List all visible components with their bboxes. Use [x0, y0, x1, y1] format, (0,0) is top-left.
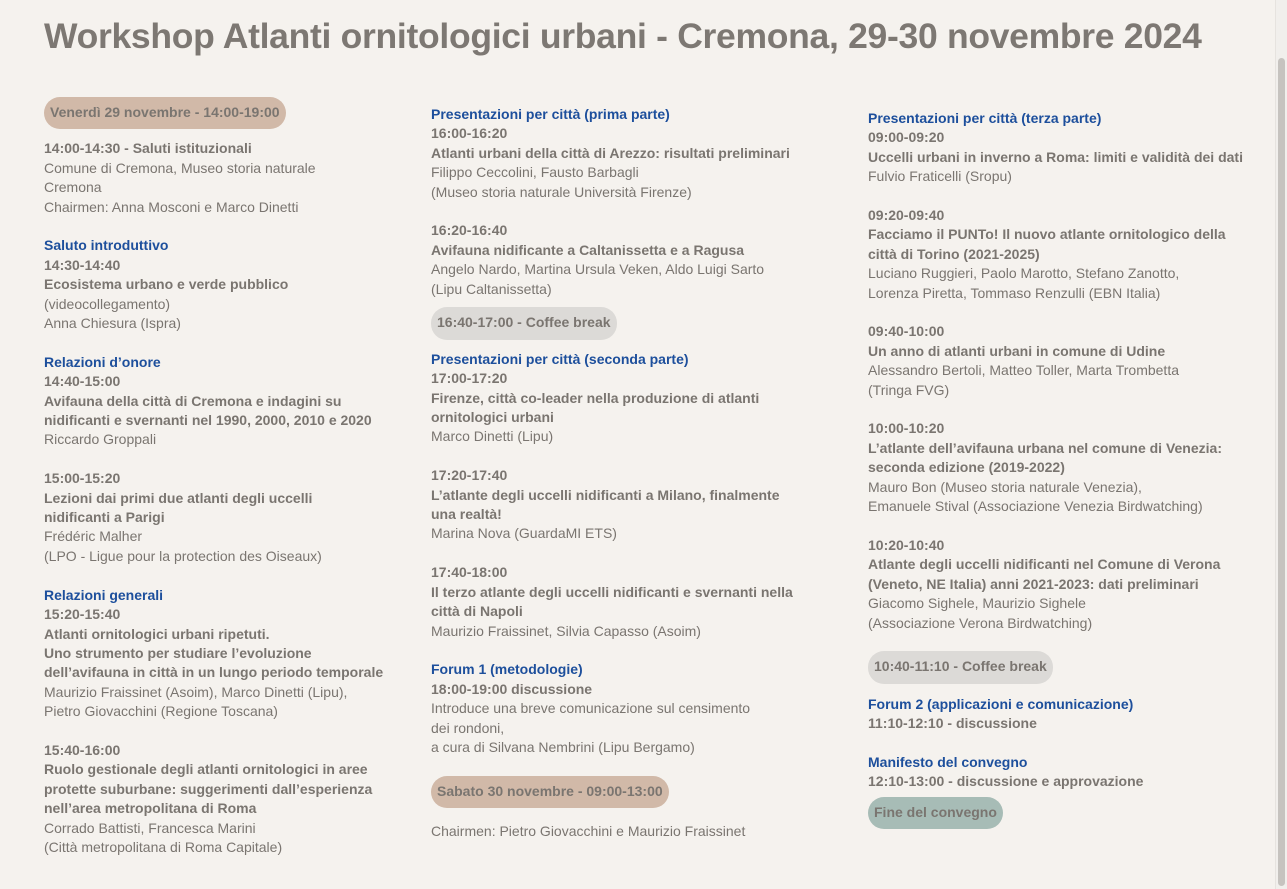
session-time: 15:00-15:20: [44, 470, 121, 487]
session-time: 14:40-15:00: [44, 373, 121, 390]
speaker: Luciano Ruggieri, Paolo Marotto, Stefano Zanotto,: [868, 265, 1180, 282]
speaker: Giacomo Sighele, Maurizio Sighele: [868, 595, 1086, 612]
session-block: [431, 221, 793, 299]
session-detail: dei rondoni,: [431, 719, 505, 736]
speaker: Mauro Bon (Museo storia naturale Venezia),: [868, 478, 1142, 495]
session-block: [44, 236, 383, 333]
speaker: Alessandro Bertoli, Matteo Toller, Marta Trombetta: [868, 362, 1179, 379]
session-block: [431, 350, 793, 447]
speaker: Corrado Battisti, Francesca Marini: [44, 819, 256, 836]
session-detail: Introduce una breve comunicazione sul censimento: [431, 700, 751, 717]
session-block: [431, 105, 793, 202]
speaker: Pietro Giovacchini (Regione Toscana): [44, 703, 278, 720]
session-chairmen: Chairmen: Anna Mosconi e Marco Dinetti: [44, 198, 299, 215]
section-heading: Presentazioni per città (seconda parte): [431, 350, 689, 367]
talk-title: città di Napoli: [431, 603, 523, 620]
speaker-affiliation: (Museo storia naturale Università Firenze): [431, 183, 692, 200]
speaker: Emanuele Stival (Associazione Venezia Birdwatching): [868, 498, 1203, 515]
speaker: Riccardo Groppali: [44, 431, 157, 448]
speaker: Marina Nova (GuardaMI ETS): [431, 525, 617, 542]
section-heading: Forum 2 (applicazioni e comunicazione): [868, 695, 1134, 712]
talk-title: Ruolo gestionale degli atlanti ornitologici in aree: [44, 761, 368, 778]
talk-title: Ecosistema urbano e verde pubblico: [44, 276, 289, 293]
session-time: 10:00-10:20: [868, 420, 945, 437]
session-time: 12:10-13:00 - discussione e approvazione: [868, 773, 1144, 790]
talk-title: Avifauna nidificante a Caltanissetta e a Ragusa: [431, 241, 745, 258]
session-block: [44, 469, 383, 566]
section-heading: Relazioni d’onore: [44, 353, 161, 370]
session-chairmen: Chairmen: Pietro Giovacchini e Maurizio Fraissinet: [431, 823, 746, 840]
talk-title: Firenze, città co-leader nella produzione di atlanti: [431, 389, 760, 406]
session-time: 09:00-09:20: [868, 129, 945, 146]
session-time: 10:20-10:40: [868, 536, 945, 553]
section-heading: Relazioni generali: [44, 586, 164, 603]
session-detail: Comune di Cremona, Museo storia naturale: [44, 159, 316, 176]
speaker: Angelo Nardo, Martina Ursula Veken, Aldo Luigi Sarto: [431, 261, 765, 278]
speaker: Anna Chiesura (Ispra): [44, 315, 181, 332]
talk-title: Atlanti urbani della città di Arezzo: risultati preliminari: [431, 144, 790, 161]
section-heading: Forum 1 (metodologie): [431, 661, 583, 678]
talk-title: città di Torino (2021-2025): [868, 245, 1040, 262]
session-block: [868, 753, 1243, 792]
session-block: [44, 353, 383, 450]
talk-title: Un anno di atlanti urbani in comune di Udine: [868, 342, 1166, 359]
speaker: Fulvio Fraticelli (Sropu): [868, 168, 1012, 185]
speaker-affiliation: (LPO - Ligue pour la protection des Oiseaux): [44, 547, 322, 564]
session-time: 09:20-09:40: [868, 207, 945, 224]
session-time: 18:00-19:00 discussione: [431, 680, 593, 697]
talk-title: Uccelli urbani in inverno a Roma: limiti e validità dei dati: [868, 148, 1243, 165]
speaker: a cura di Silvana Nembrini (Lipu Bergamo): [431, 738, 695, 755]
talk-title: Atlanti ornitologici urbani ripetuti.: [44, 625, 270, 642]
speaker-affiliation: (Tringa FVG): [868, 381, 950, 398]
talk-title: (Veneto, NE Italia) anni 2021-2023: dati preliminari: [868, 575, 1199, 592]
session-time: 17:00-17:20: [431, 370, 508, 387]
session-block: [868, 536, 1243, 633]
page-title: Workshop Atlanti ornitologici urbani - Cremona, 29-30 novembre 2024: [44, 16, 1202, 56]
talk-title: seconda edizione (2019-2022): [868, 459, 1065, 476]
session-block: [868, 322, 1243, 400]
session-block: [431, 660, 793, 757]
talk-title: dell’avifauna in città in un lungo periodo temporale: [44, 664, 384, 681]
session-detail: Cremona: [44, 179, 102, 196]
speaker: Maurizio Fraissinet, Silvia Capasso (Asoim): [431, 622, 701, 639]
session-time: 15:40-16:00: [44, 741, 121, 758]
talk-title: Il terzo atlante degli uccelli nidificanti e svernanti nella: [431, 583, 793, 600]
talk-title: L’atlante dell’avifauna urbana nel comune di Venezia:: [868, 439, 1222, 456]
end-pill: Fine del convegno: [868, 797, 1003, 829]
session-time: 14:30-14:40: [44, 256, 121, 273]
talk-title: ornitologici urbani: [431, 409, 554, 426]
session-time: 17:40-18:00: [431, 564, 508, 581]
column-friday-afternoon: [431, 105, 793, 842]
vertical-scrollbar[interactable]: [1275, 0, 1287, 889]
speaker: Frédéric Malher: [44, 528, 143, 545]
section-heading: Presentazioni per città (terza parte): [868, 110, 1102, 126]
session-block: [868, 695, 1243, 734]
session-block: [44, 586, 383, 722]
column-saturday: [868, 109, 1243, 829]
talk-title: Facciamo il PUNTo! Il nuovo atlante ornitologico della: [868, 226, 1226, 243]
session-time: 16:00-16:20: [431, 125, 508, 142]
session-time: 16:20-16:40: [431, 222, 508, 239]
coffee-break-pill: 16:40-17:00 - Coffee break: [431, 307, 617, 339]
coffee-break-pill: 10:40-11:10 - Coffee break: [868, 651, 1053, 683]
speaker: Filippo Ceccolini, Fausto Barbagli: [431, 164, 639, 181]
day-pill-friday: Venerdì 29 novembre - 14:00-19:00: [44, 97, 286, 129]
speaker-affiliation: (Associazione Verona Birdwatching): [868, 614, 1093, 631]
talk-title: Uno strumento per studiare l’evoluzione: [44, 644, 312, 661]
session-block: [431, 466, 793, 544]
talk-title: una realtà!: [431, 506, 502, 523]
session-block: [44, 139, 383, 217]
section-heading: Presentazioni per città (prima parte): [431, 106, 670, 122]
session-time: 11:10-12:10 - discussione: [868, 715, 1037, 732]
session-time: 15:20-15:40: [44, 606, 121, 623]
section-heading: Saluto introduttivo: [44, 237, 169, 254]
session-detail: (videocollegamento): [44, 295, 171, 312]
session-block: [868, 419, 1243, 516]
talk-title: nidificanti a Parigi: [44, 509, 165, 526]
session-time: 17:20-17:40: [431, 467, 508, 484]
speaker: Marco Dinetti (Lipu): [431, 428, 554, 445]
talk-title: Atlante degli uccelli nidificanti nel Comune di Verona: [868, 556, 1221, 573]
column-friday: [44, 98, 383, 857]
talk-title: nell’area metropolitana di Roma: [44, 800, 257, 817]
day-pill-saturday: Sabato 30 novembre - 09:00-13:00: [431, 776, 669, 808]
talk-title: protette suburbane: suggerimenti dall’esperienza: [44, 780, 373, 797]
speaker: Lorenza Piretta, Tommaso Renzulli (EBN Italia): [868, 284, 1161, 301]
speaker: Maurizio Fraissinet (Asoim), Marco Dinetti (Lipu),: [44, 683, 348, 700]
speaker-affiliation: (Lipu Caltanissetta): [431, 280, 552, 297]
talk-title: Lezioni dai primi due atlanti degli uccelli: [44, 489, 313, 506]
scrollbar-thumb[interactable]: [1278, 58, 1285, 886]
section-heading: Manifesto del convegno: [868, 753, 1028, 770]
talk-title: nidificanti e svernanti nel 1990, 2000, 2010 e 2020: [44, 412, 372, 429]
talk-title: Avifauna della città di Cremona e indagini su: [44, 392, 342, 409]
session-time: 09:40-10:00: [868, 323, 945, 340]
session-block: [868, 206, 1243, 303]
session-block: [431, 563, 793, 641]
session-block: [868, 109, 1243, 187]
session-time-title: 14:00-14:30 - Saluti istituzionali: [44, 140, 252, 157]
talk-title: L’atlante degli uccelli nidificanti a Milano, finalmente: [431, 486, 780, 503]
session-block: [44, 741, 383, 857]
speaker-affiliation: (Città metropolitana di Roma Capitale): [44, 838, 283, 855]
